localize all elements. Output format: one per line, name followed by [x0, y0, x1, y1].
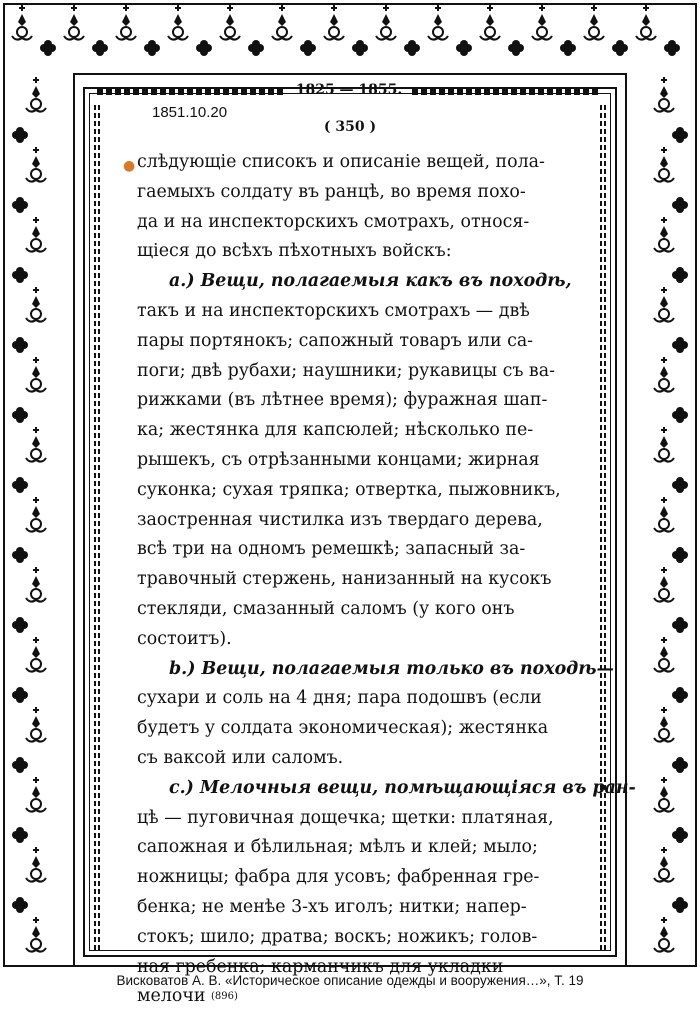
body-line: слѣдующіе списокъ и описаніе вещей, пола- [137, 152, 545, 172]
body-line: поги; двѣ рубахи; наушники; рукавицы съ ва- [137, 360, 555, 381]
body-line: бенка; не менѣе 3-хъ иголъ; нитки; напер- [137, 896, 527, 917]
body-line: ка; жестянка для капсюлей; нѣсколько пе- [137, 420, 534, 441]
bullet-dot-icon: ● [123, 158, 136, 174]
body-line: щіеся до всѣхъ пѣхотныхъ войскъ: [137, 241, 452, 262]
body-line: мелочи (896) [137, 982, 577, 1012]
date-annotation: 1851.10.20 [152, 104, 228, 121]
page-number: ( 350 ) [323, 119, 377, 135]
body-line: ножницы; фабра для усовъ; фабренная гре- [137, 867, 540, 888]
body-line: рышекъ, съ отрѣзанными концами; жирная [137, 449, 540, 470]
body-line: рижками (въ лѣтнее время); фуражная шап- [137, 390, 548, 411]
body-line: сухари и соль на 4 дня; пара подошвъ (если [137, 688, 542, 709]
body-line: всѣ три на одномъ ремешкѣ; запасный за- [137, 539, 526, 560]
body-line: гаемыхъ солдату въ ранцѣ, во время похо- [137, 181, 526, 202]
body-line: заостренная чистилка изъ твердаго дерева, [137, 509, 543, 530]
body-line: травочный стержень, нанизанный на кусокъ [137, 569, 552, 590]
body-line: такъ и на инспекторскихъ смотрахъ — двѣ [137, 300, 530, 321]
body-line: съ ваксой или саломъ. [137, 747, 344, 768]
header-years: 1825 — 1855. [295, 82, 403, 98]
body-line: пары портянокъ; сапожный товаръ или са- [137, 330, 534, 351]
body-line: стокъ; шило; дратва; воскъ; ножикъ; голов- [137, 926, 538, 947]
body-line: да и на инспекторскихъ смотрахъ, относя- [137, 211, 530, 232]
top-ornaments [12, 5, 680, 56]
right-ornaments [654, 77, 688, 952]
body-line: будетъ у солдата экономическая); жестянка [137, 718, 549, 739]
left-ornaments [12, 77, 46, 952]
body-line: а.) Вещи, полагаемыя какъ въ походѣ, [169, 271, 572, 292]
body-line: b.) Вещи, полагаемыя только въ походѣ— [169, 658, 614, 679]
body-line: ная гребенка; карманчикъ для укладки [137, 956, 504, 977]
source-caption: Висковатов А. В. «Историческое описание одежды и вооружения…», Т. 19 [116, 973, 584, 988]
body-line: суконка; сухая тряпка; отвертка, пыжовникъ, [137, 479, 561, 500]
body-line: сапожная и бѣлильная; мѣлъ и клей; мыло; [137, 837, 538, 858]
body-text [123, 148, 636, 1012]
body-line: цѣ — пуговичная дощечка; щетки: платяная, [137, 807, 554, 828]
body-line: стекляди, смазанный саломъ (у кого онъ [137, 598, 515, 619]
body-line: с.) Мелочныя вещи, помѣщающіяся въ ран- [169, 777, 636, 798]
footnote-mark: (896) [210, 991, 238, 1003]
body-line: состоитъ). [137, 628, 232, 649]
